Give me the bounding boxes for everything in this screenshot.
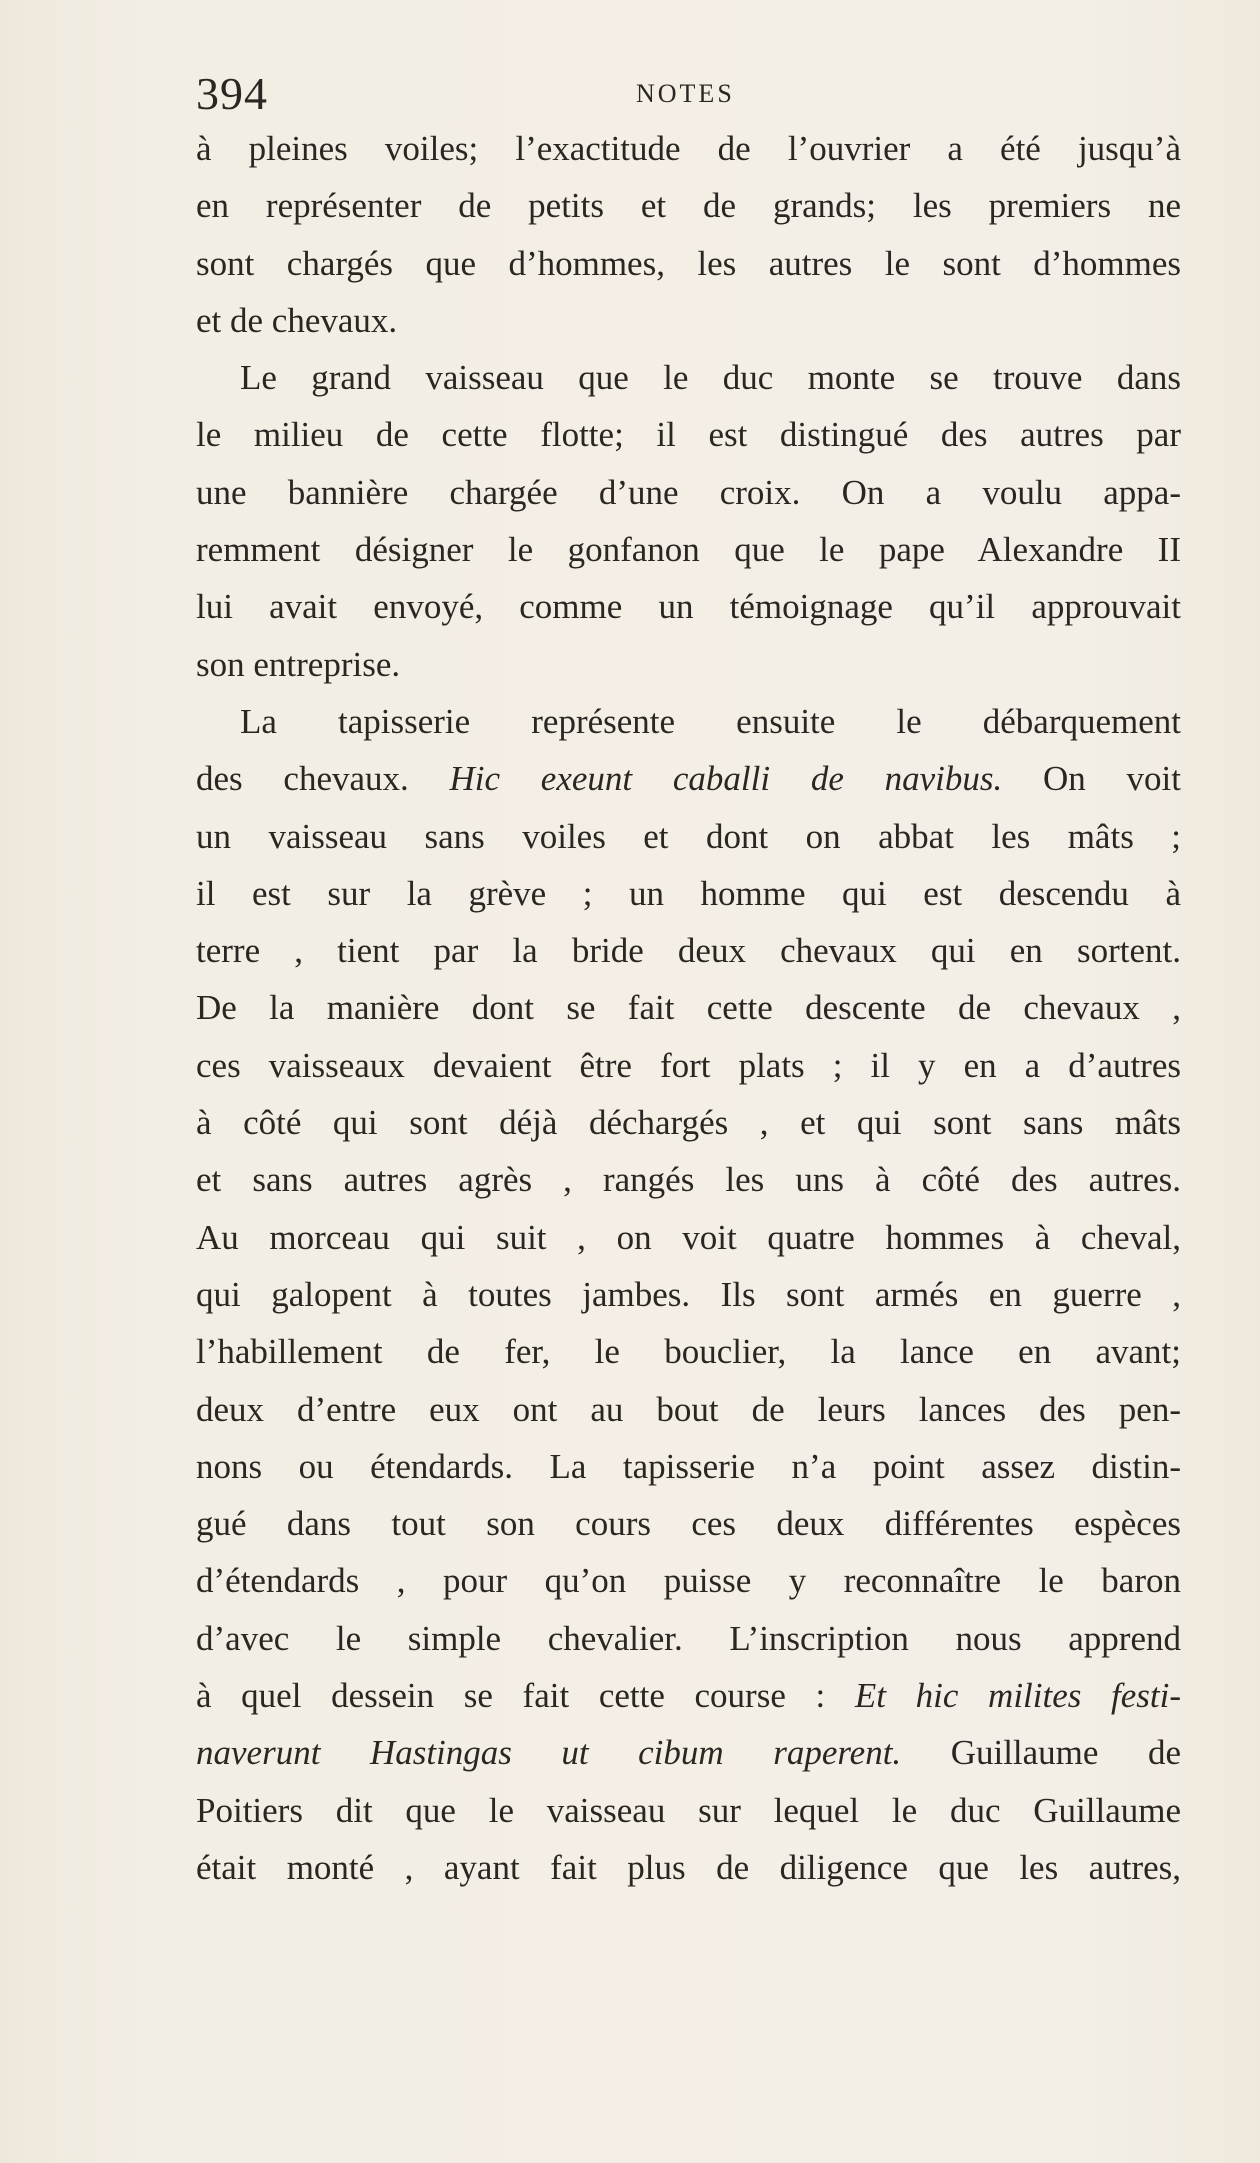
text-line [196,1495,1181,1552]
text-segment: était monté , ayant fait plus de diligence que les autres, [196,1847,1181,1887]
text-segment: en représenter de petits et de grands; les premiers ne [196,186,1181,226]
text-line [196,1094,1181,1151]
text-line [196,292,1181,349]
text-line [196,1839,1181,1896]
text-segment: à pleines voiles; l’exactitude de l’ouvrier a été jusqu’à [196,129,1181,168]
text-line [196,750,1181,807]
text-line [196,1724,1181,1781]
text-segment: d’avec le simple chevalier. L’inscription nous apprend [196,1618,1181,1658]
text-segment: il est sur la grève ; un homme qui est descendu à [196,873,1181,913]
running-head: NOTES [636,79,735,108]
text-segment: un vaisseau sans voiles et dont on abbat les mâts ; [196,816,1181,856]
text-line [196,1667,1181,1724]
text-line [196,1037,1181,1094]
italic-text: naverunt Hastingas ut cibum raperent. [196,1733,902,1773]
text-segment: La tapisserie représente ensuite le débarquement [240,701,1181,741]
text-line [196,1782,1181,1839]
text-line [196,521,1181,578]
body-text [196,120,1181,1896]
text-line [196,406,1181,463]
text-segment: le milieu de cette flotte; il est distingué des autres par [196,415,1181,455]
text-line [196,578,1181,635]
text-segment: remment désigner le gonfanon que le pape Alexandre II [196,530,1181,570]
text-segment: des chevaux. [196,759,450,799]
text-line [196,1266,1181,1323]
text-line [196,693,1181,750]
text-line [196,177,1181,234]
text-segment: Guillaume de [901,1733,1181,1773]
page-number: 394 [196,68,268,119]
text-segment: l’habillement de fer, le bouclier, la lance en avant; [196,1332,1181,1372]
text-line [196,922,1181,979]
text-line [196,235,1181,292]
text-segment: à quel dessein se fait cette course : [196,1676,855,1716]
text-segment: et de chevaux. [196,300,398,340]
text-segment: Au morceau qui suit , on voit quatre hommes à cheval, [196,1217,1181,1257]
text-segment: sont chargés que d’hommes, les autres le sont d’hommes [196,243,1181,283]
text-line [196,1381,1181,1438]
text-line [196,1209,1181,1266]
text-line [196,979,1181,1036]
italic-text: Et hic milites festi- [854,1676,1181,1716]
text-segment: d’étendards , pour qu’on puisse y reconnaître le baron [196,1561,1181,1601]
text-segment: gué dans tout son cours ces deux différentes espèces [196,1504,1181,1544]
text-line [196,808,1181,865]
text-line [196,120,1181,177]
text-segment: Poitiers dit que le vaisseau sur lequel le duc Guillaume [196,1790,1181,1830]
text-segment: On voit [1002,759,1181,799]
text-segment: Le grand vaisseau que le duc monte se trouve dans [240,358,1181,398]
text-segment: son entreprise. [196,644,401,684]
text-line [196,1552,1181,1609]
text-segment: et sans autres agrès , rangés les uns à côté des autres. [196,1160,1181,1200]
text-line [196,464,1181,521]
text-segment: ces vaisseaux devaient être fort plats ; il y en a d’autres [196,1045,1181,1085]
text-segment: une bannière chargée d’une croix. On a voulu appa- [196,472,1181,512]
text-segment: qui galopent à toutes jambes. Ils sont armés en guerre , [196,1274,1181,1314]
text-line [196,349,1181,406]
italic-text: Hic exeunt caballi de navibus. [449,759,1003,799]
text-segment: deux d’entre eux ont au bout de leurs lances des pen- [196,1389,1181,1429]
text-segment: lui avait envoyé, comme un témoignage qu’il approuvait [196,587,1181,627]
text-segment: terre , tient par la bride deux chevaux qui en sortent. [196,931,1181,971]
text-line [196,1610,1181,1667]
text-line [196,1323,1181,1380]
text-line [196,865,1181,922]
text-line [196,636,1181,693]
text-segment: De la manière dont se fait cette descente de chevaux , [196,988,1181,1028]
text-segment: nons ou étendards. La tapisserie n’a point assez distin- [196,1446,1181,1486]
text-line [196,1438,1181,1495]
text-segment: à côté qui sont déjà déchargés , et qui sont sans mâts [196,1103,1181,1143]
text-line [196,1151,1181,1208]
